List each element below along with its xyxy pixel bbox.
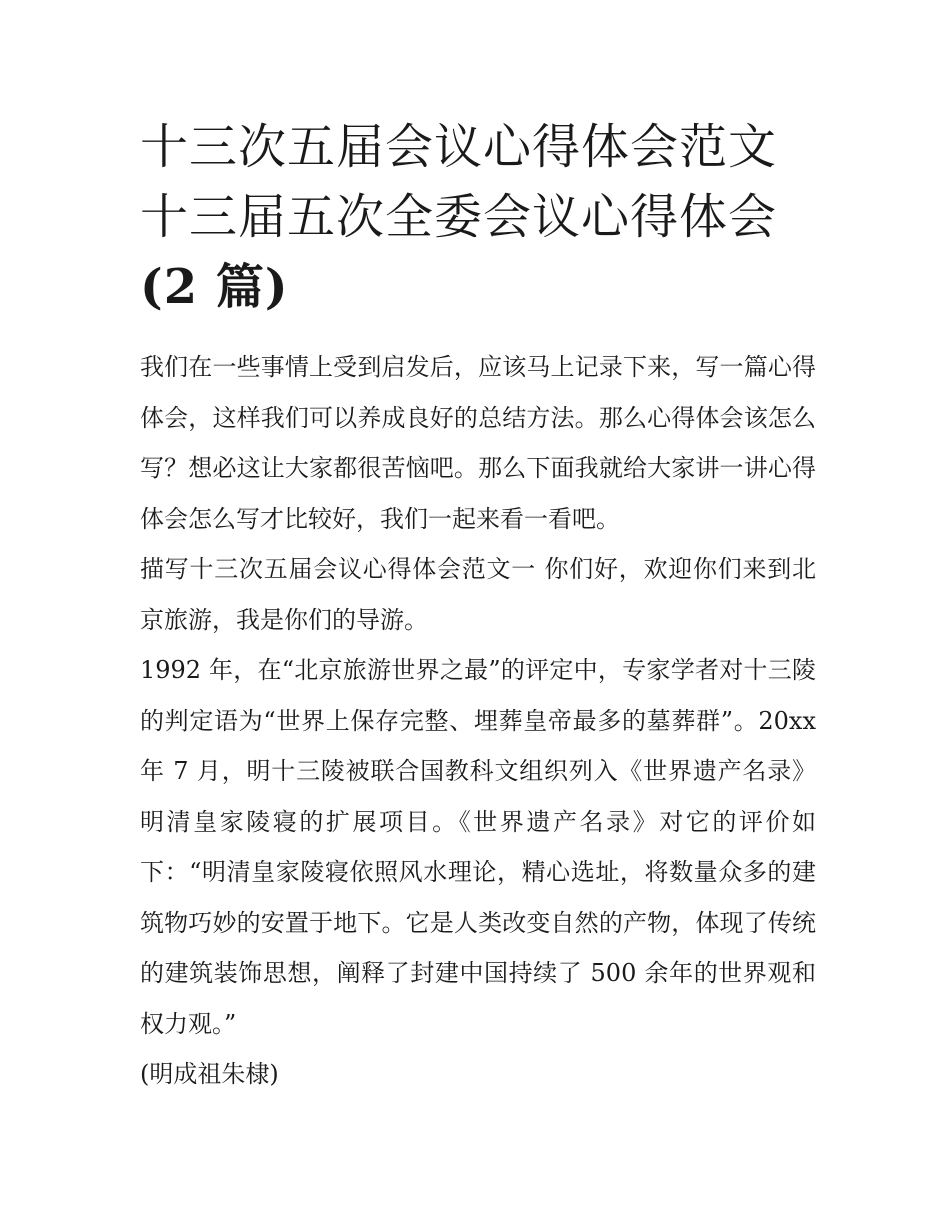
document-body — [140, 342, 816, 1100]
title-line-2: 十三届五次全委会议心得体会 — [140, 189, 778, 245]
essay-one-opening: 描写十三次五届会议心得体会范文一 你们好，欢迎你们来到北京旅游，我是你们的导游。 — [140, 555, 816, 634]
title-line-3: (2 篇) — [140, 259, 289, 315]
document-page — [140, 112, 816, 1100]
intro-paragraph: 我们在一些事情上受到启发后，应该马上记录下来，写一篇心得体会，这样我们可以养成良好的总结方法。那么心得体会该怎么写？想必这让大家都很苦恼吧。那么下面我就给大家讲一讲心得体会怎么写才比较好，我们一起来看一看吧。 — [140, 353, 816, 533]
title-line-1: 十三次五届会议心得体会范文 — [140, 119, 778, 175]
caption-paragraph: (明成祖朱棣) — [140, 1060, 279, 1088]
ming-tombs-paragraph: 1992 年，在“北京旅游世界之最”的评定中，专家学者对十三陵的判定语为“世界上保存完整、埋葬皇帝最多的墓葬群”。20xx 年 7 月，明十三陵被联合国教科文组织列入《世界遗产名录》明清皇家陵寝的扩展项目。《世界遗产名录》对它的评价如下：“明清皇家陵寝依照风水理论，精心选址，将数量众多的建筑物巧妙的安置于地下。它是人类改变自然的产物，体现了传统的建筑装饰思想，阐释了封建中国持续了 500 余年的世界观和权力观。” — [140, 656, 816, 1038]
document-title — [140, 112, 816, 322]
